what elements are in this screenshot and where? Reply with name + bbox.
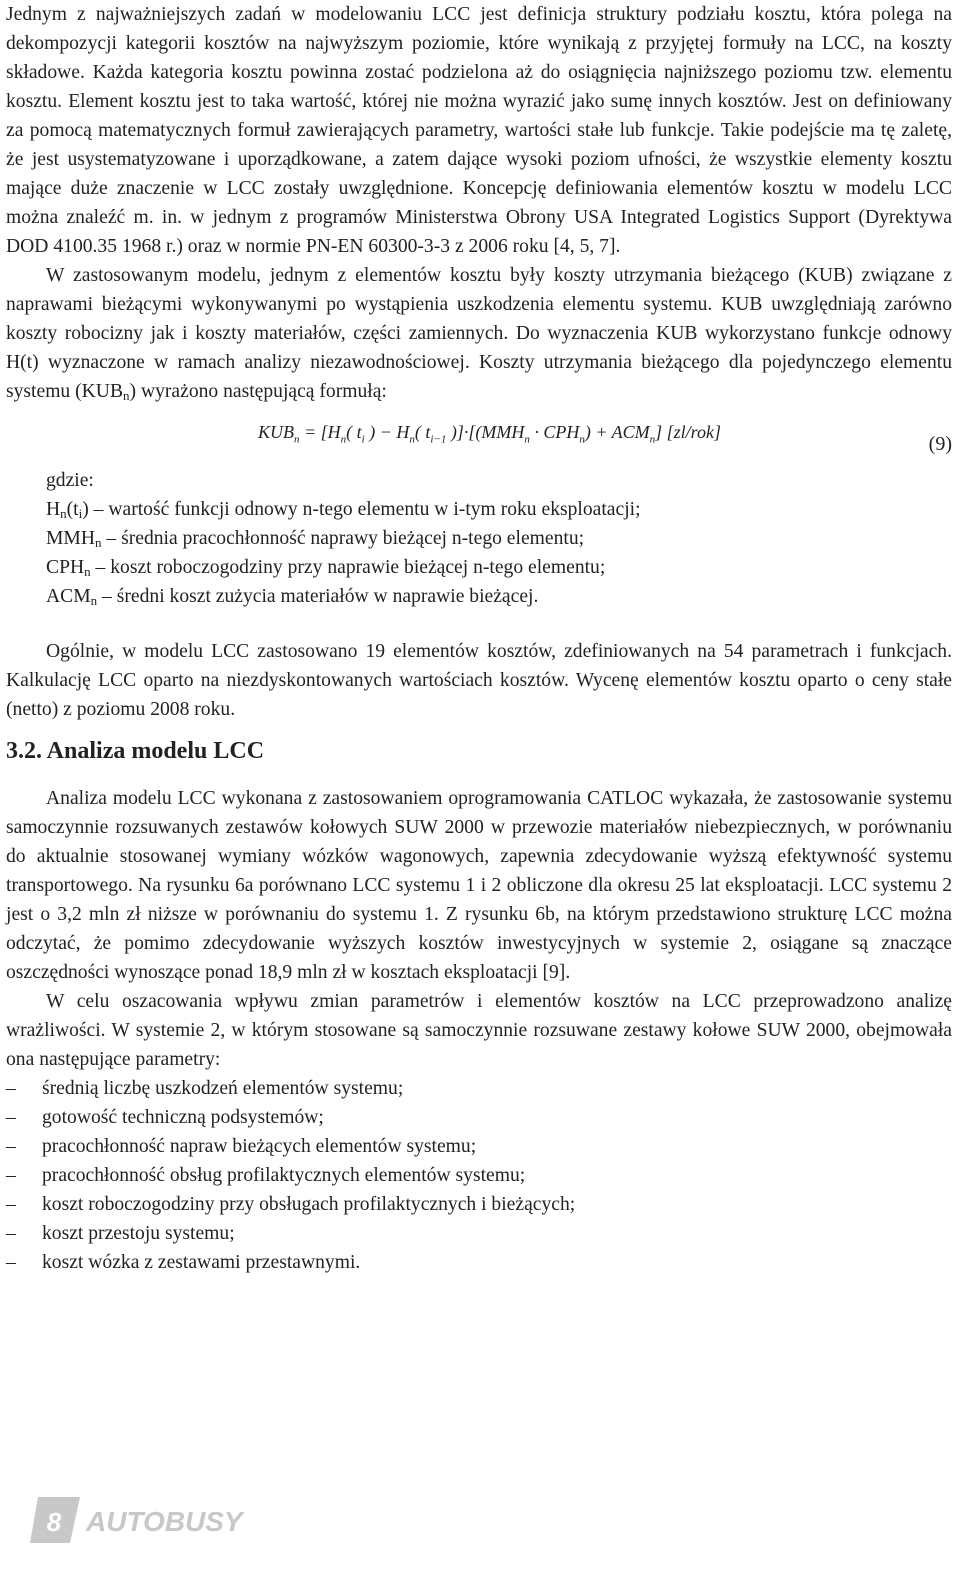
paragraph-kub-text: W zastosowanym modelu, jednym z elementów kosztu były koszty utrzymania bieżącego (KUB) związane z naprawami bieżącymi wykonywanymi po wystąpienia uszkodzenia elementu systemu. KUB uwzględniają zarówno koszty robocizny jak i koszty materiałów, części zamiennych. Do wyznaczenia KUB wykorzystano funkcje odnowy H(t) wyznaczone w ramach analizy niezawodnościowej. Koszty utrzymania bieżącego dla pojedynczego elementu systemu (KUB	[6, 265, 952, 402]
definition-item	[46, 582, 952, 611]
formula-sub: n	[579, 433, 585, 446]
list-item: – średnią liczbę uszkodzeń elementów systemu;	[6, 1074, 952, 1103]
list-item: – pracochłonność napraw bieżących elementów systemu;	[6, 1132, 952, 1161]
formula-part: = [H	[299, 422, 341, 442]
kub-formula	[258, 418, 721, 455]
formula-lhs: KUB	[258, 422, 294, 442]
subscript: n	[123, 388, 130, 403]
page-number: 8	[46, 1507, 62, 1537]
formula-sub: n	[340, 433, 347, 446]
list-item: – koszt wózka z zestawami przestawnymi.	[6, 1248, 952, 1277]
journal-name: AUTOBUSY	[86, 1506, 243, 1537]
page-footer	[30, 1493, 290, 1547]
definition-item	[46, 495, 952, 524]
definition-subscript: i	[78, 506, 83, 521]
document-page	[6, 0, 952, 1277]
footer-logo	[30, 1493, 290, 1547]
spacer	[6, 611, 952, 637]
paragraph-kub-end: ) wyrażono następującą formułą:	[129, 381, 387, 402]
list-item: – pracochłonność obsług profilaktycznych elementów systemu;	[6, 1161, 952, 1190]
formula-part: · CPH	[529, 422, 580, 442]
definition-arg: (t	[66, 499, 79, 520]
definition-subscript: n	[95, 535, 102, 550]
definition-symbol: CPH	[46, 557, 85, 578]
definition-symbol: MMH	[46, 528, 95, 549]
formula-sub: n	[649, 433, 656, 446]
equation-number: (9)	[928, 433, 952, 455]
definition-text: – średnia pracochłonność naprawy bieżącej n-tego elementu;	[101, 528, 585, 549]
formula-part: ) + ACM	[584, 422, 650, 442]
where-label: gdzie:	[46, 470, 94, 491]
list-item: – koszt przestoju systemu;	[6, 1219, 952, 1248]
formula-sub: n	[409, 433, 415, 446]
definition-subscript: n	[84, 564, 91, 579]
paragraph-kub-intro	[6, 261, 952, 406]
section-heading: 3.2. Analiza modelu LCC	[6, 738, 265, 764]
formula-part: ( t	[346, 422, 362, 442]
formula-sub: n	[524, 433, 530, 446]
definition-symbol: ACM	[46, 586, 91, 607]
formula-sub: n	[294, 433, 300, 446]
paragraph-model-summary: Ogólnie, w modelu LCC zastosowano 19 elementów kosztów, zdefiniowanych na 54 parametrach i funkcjach. Kalkulację LCC oparto na niezdyskontowanych wartościach kosztów. Wycenę elementów kosztu oparto o ceny stałe (netto) z poziomu 2008 roku.	[6, 641, 952, 720]
definition-text: – średni koszt zużycia materiałów w naprawie bieżącej.	[97, 586, 539, 607]
definition-item	[46, 524, 952, 553]
definition-list	[6, 495, 952, 611]
formula-part: )]·[(MMH	[446, 422, 525, 442]
paragraph-analysis: Analiza modelu LCC wykonana z zastosowaniem oprogramowania CATLOC wykazała, że zastosowanie systemu samoczynnie rozsuwanych zestawów kołowych SUW 2000 w przewozie materiałów niebezpiecznych, w porównaniu do aktualnie stosowanej wymiany wózków wagonowych, zapewnia zdecydowanie wyższą efektywność systemu transportowego. Na rysunku 6a porównano LCC systemu 1 i 2 obliczone dla okresu 25 lat eksploatacji. LCC systemu 2 jest o 3,2 mln zł niższe w porównaniu do systemu 1. Z rysunku 6b, na którym przedstawiono strukturę LCC można odczytać, że pomimo zdecydowanie wyższych kosztów inwestycyjnych w systemie 2, osiągane są znaczące oszczędności wynoszące ponad 18,9 mln zł w kosztach eksploatacji [9].	[6, 788, 952, 983]
list-item: – koszt roboczogodziny przy obsługach profilaktycznych i bieżących;	[6, 1190, 952, 1219]
definition-subscript: n	[90, 593, 98, 608]
list-item: – gotowość techniczną podsystemów;	[6, 1103, 952, 1132]
formula-sub: i	[361, 433, 365, 446]
formula-block	[6, 416, 952, 472]
formula-unit: ] [zl/rok]	[655, 422, 722, 442]
formula-sub: i−1	[430, 433, 447, 446]
definition-text: ) – wartość funkcji odnowy n-tego elementu w i-tym roku eksploatacji;	[82, 499, 641, 520]
formula-part: ( t	[414, 422, 431, 442]
paragraph-sensitivity: W celu oszacowania wpływu zmian parametrów i elementów kosztów na LCC przeprowadzono analizę wrażliwości. W systemie 2, w którym stosowane są samoczynnie rozsuwane zestawy kołowe SUW 2000, obejmowała ona następujące parametry:	[6, 991, 952, 1070]
definition-subscript: n	[60, 506, 67, 521]
definition-item	[46, 553, 952, 582]
paragraph-cost-structure: Jednym z najważniejszych zadań w modelowaniu LCC jest definicja struktury podziału kosztu, która polega na dekompozycji kategorii kosztów na najwyższym poziomie, które wynikają z przyjętej formuły na LCC, na koszty składowe. Każda kategoria kosztu powinna zostać podzielona aż do osiągnięcia najniższego poziomu tzw. elementu kosztu. Element kosztu jest to taka wartość, której nie można wyrazić jako sumę innych kosztów. Jest on definiowany za pomocą matematycznych formuł zawierających parametry, wartości stałe lub funkcje. Takie podejście ma tę zaletę, że jest usystematyzowane i uporządkowane, a zatem dające wysoki poziom ufności, że wszystkie elementy kosztu mające duże znaczenie w LCC zostały uwzględnione. Koncepcję definiowania elementów kosztu w modelu LCC można znaleźć m. in. w jednym z programów Ministerstwa Obrony USA Integrated Logistics Support (Dyrektywa DOD 4100.35 1968 r.) oraz w normie PN-EN 60300-3-3 z 2006 roku [4, 5, 7].	[6, 4, 952, 257]
formula-part: ) − H	[364, 422, 410, 442]
definition-text: – koszt roboczogodziny przy naprawie bieżącej n-tego elementu;	[90, 557, 606, 578]
parameter-list	[6, 1074, 952, 1277]
definition-symbol: H	[46, 499, 61, 520]
